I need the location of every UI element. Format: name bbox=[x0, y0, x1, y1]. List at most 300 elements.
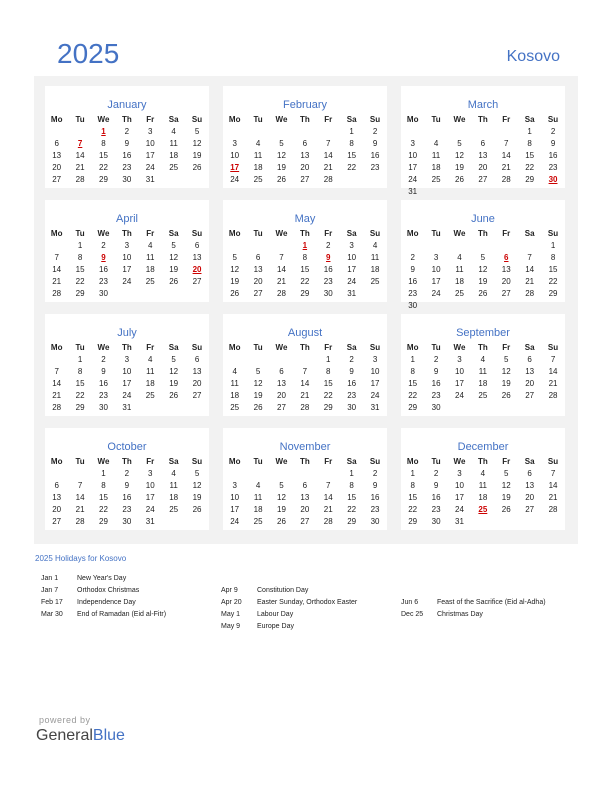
weekday-label: Mo bbox=[406, 343, 419, 352]
month-title: March bbox=[467, 99, 499, 111]
day-cell: 16 bbox=[99, 265, 108, 274]
day-cell: 3 bbox=[232, 139, 237, 148]
day-cell: 4 bbox=[255, 481, 261, 490]
day-cell: 4 bbox=[171, 469, 176, 478]
day-cell: 2 bbox=[349, 355, 354, 364]
weekday-header bbox=[401, 114, 565, 126]
weekday-label: Su bbox=[547, 115, 559, 124]
day-cell: 26 bbox=[169, 277, 179, 286]
week-row bbox=[401, 516, 565, 528]
day-cell: 20 bbox=[52, 163, 62, 172]
weekday-label: We bbox=[453, 343, 466, 352]
day-cell: 30 bbox=[408, 301, 418, 310]
day-cell: 13 bbox=[300, 151, 310, 160]
month-july bbox=[45, 314, 209, 416]
week-row bbox=[223, 138, 387, 150]
day-cell bbox=[363, 288, 386, 300]
day-cell: 7 bbox=[77, 481, 83, 490]
day-cell: 19 bbox=[277, 505, 286, 514]
day-cell: 14 bbox=[52, 379, 62, 388]
day-cell: 9 bbox=[124, 139, 130, 148]
weekday-label: Mo bbox=[406, 115, 419, 124]
day-cell: 3 bbox=[410, 139, 415, 148]
weekday-label: Th bbox=[299, 343, 310, 352]
day-cell: 31 bbox=[145, 175, 155, 184]
day-cell: 18 bbox=[253, 505, 263, 514]
week-row bbox=[401, 162, 565, 174]
month-april bbox=[45, 200, 209, 302]
day-cell: 18 bbox=[478, 379, 488, 388]
weekday-label: Su bbox=[369, 115, 381, 124]
day-cell: 5 bbox=[480, 253, 486, 262]
day-cell: 2 bbox=[433, 469, 439, 478]
day-cell: 26 bbox=[501, 391, 511, 400]
day-cell: 16 bbox=[323, 265, 333, 274]
day-cell: 18 bbox=[253, 163, 263, 172]
holiday-name: Europe Day bbox=[257, 623, 294, 630]
day-cell bbox=[518, 516, 541, 528]
day-cell: 19 bbox=[478, 277, 488, 286]
day-cell: 27 bbox=[300, 175, 310, 184]
holiday-day: 17 bbox=[230, 163, 240, 172]
day-cell: 12 bbox=[277, 151, 286, 160]
day-cell: 10 bbox=[431, 265, 441, 274]
day-cell: 28 bbox=[52, 403, 62, 412]
week-row bbox=[223, 366, 387, 378]
day-cell: 21 bbox=[52, 277, 62, 286]
day-cell: 22 bbox=[99, 505, 108, 514]
day-cell: 17 bbox=[455, 379, 464, 388]
month-title: August bbox=[287, 327, 323, 339]
day-cell: 15 bbox=[408, 493, 418, 502]
day-cell: 24 bbox=[455, 391, 464, 400]
day-cell: 6 bbox=[194, 355, 200, 364]
day-cell: 12 bbox=[169, 367, 179, 376]
holiday-entry bbox=[41, 611, 166, 618]
day-cell bbox=[518, 402, 541, 414]
weekday-label: Fr bbox=[502, 115, 511, 124]
day-cell: 8 bbox=[410, 481, 415, 490]
weekday-label: Tu bbox=[253, 343, 263, 352]
day-cell: 21 bbox=[300, 391, 310, 400]
day-cell bbox=[115, 288, 138, 300]
day-cell: 12 bbox=[455, 151, 464, 160]
day-cell: 12 bbox=[192, 139, 202, 148]
weekday-header bbox=[223, 342, 387, 354]
day-cell: 13 bbox=[52, 493, 62, 502]
day-cell bbox=[270, 468, 293, 480]
day-cell: 18 bbox=[145, 265, 155, 274]
day-cell: 3 bbox=[124, 241, 130, 250]
day-cell: 2 bbox=[101, 241, 106, 250]
day-cell: 14 bbox=[323, 493, 333, 502]
day-cell: 1 bbox=[550, 241, 556, 250]
holiday-name: End of Ramadan (Eid al-Fitr) bbox=[77, 611, 167, 618]
weekday-label: Sa bbox=[524, 343, 535, 352]
day-cell bbox=[185, 402, 208, 414]
day-cell: 13 bbox=[478, 151, 488, 160]
week-row bbox=[45, 150, 209, 162]
day-cell: 23 bbox=[370, 163, 380, 172]
day-cell: 14 bbox=[501, 151, 511, 160]
day-cell: 24 bbox=[431, 289, 441, 298]
day-cell: 1 bbox=[410, 469, 415, 478]
holiday-name: Constitution Day bbox=[257, 587, 309, 594]
day-cell bbox=[471, 126, 494, 138]
week-row bbox=[401, 252, 565, 264]
day-cell: 25 bbox=[253, 517, 263, 526]
weekday-label: Su bbox=[547, 229, 559, 238]
weekday-label: Mo bbox=[50, 457, 63, 466]
day-cell: 27 bbox=[478, 175, 488, 184]
day-cell: 14 bbox=[75, 493, 85, 502]
day-cell: 31 bbox=[347, 289, 357, 298]
weekday-label: Su bbox=[191, 229, 203, 238]
weekday-label: Fr bbox=[324, 229, 333, 238]
weekday-label: Tu bbox=[431, 343, 441, 352]
day-cell bbox=[424, 186, 447, 198]
month-december bbox=[401, 428, 565, 530]
holiday-date: Apr 9 bbox=[221, 587, 238, 594]
day-cell: 20 bbox=[300, 505, 310, 514]
day-cell: 25 bbox=[169, 163, 179, 172]
day-cell: 18 bbox=[145, 379, 155, 388]
weekday-label: Su bbox=[369, 457, 381, 466]
weekday-header bbox=[45, 228, 209, 240]
holiday-day: 30 bbox=[548, 175, 558, 184]
day-cell: 2 bbox=[550, 127, 556, 136]
week-row bbox=[401, 186, 565, 198]
weekday-label: Th bbox=[477, 343, 488, 352]
day-cell: 5 bbox=[255, 367, 261, 376]
weekday-label: Su bbox=[191, 343, 203, 352]
day-cell: 2 bbox=[372, 469, 378, 478]
weekday-label: Mo bbox=[228, 115, 241, 124]
day-cell: 29 bbox=[347, 517, 357, 526]
day-cell: 3 bbox=[124, 355, 130, 364]
day-cell bbox=[246, 354, 269, 366]
month-title: February bbox=[282, 99, 328, 111]
day-cell bbox=[185, 516, 208, 528]
day-cell: 16 bbox=[347, 379, 357, 388]
day-cell: 2 bbox=[372, 127, 378, 136]
weekday-label: Th bbox=[121, 343, 132, 352]
day-cell: 15 bbox=[99, 151, 108, 160]
week-row bbox=[401, 126, 565, 138]
week-row bbox=[401, 354, 565, 366]
weekday-label: Sa bbox=[346, 229, 357, 238]
holiday-date: Feb 17 bbox=[41, 599, 63, 606]
day-cell: 10 bbox=[370, 367, 380, 376]
month-october bbox=[45, 428, 209, 530]
day-cell: 17 bbox=[145, 493, 155, 502]
weekday-label: Th bbox=[477, 229, 488, 238]
day-cell: 7 bbox=[54, 253, 59, 262]
day-cell: 13 bbox=[300, 493, 310, 502]
day-cell: 28 bbox=[323, 517, 333, 526]
holiday-entry bbox=[401, 611, 483, 618]
week-row bbox=[223, 390, 387, 402]
day-cell: 13 bbox=[525, 367, 535, 376]
holiday-date: May 1 bbox=[221, 611, 241, 618]
holiday-day: 6 bbox=[504, 253, 509, 262]
day-cell bbox=[448, 240, 471, 252]
day-cell: 30 bbox=[323, 289, 333, 298]
week-row bbox=[223, 468, 387, 480]
week-row bbox=[401, 468, 565, 480]
week-row bbox=[401, 480, 565, 492]
day-cell: 10 bbox=[230, 493, 240, 502]
weekday-label: Sa bbox=[346, 457, 357, 466]
day-cell: 1 bbox=[349, 469, 354, 478]
day-cell: 12 bbox=[501, 367, 511, 376]
day-cell: 21 bbox=[323, 163, 333, 172]
day-cell: 17 bbox=[370, 379, 380, 388]
day-cell: 27 bbox=[192, 277, 202, 286]
week-row bbox=[401, 366, 565, 378]
day-cell: 11 bbox=[146, 253, 155, 262]
day-cell bbox=[471, 300, 494, 312]
day-cell: 18 bbox=[370, 265, 380, 274]
month-title: October bbox=[107, 441, 147, 453]
day-cell bbox=[471, 240, 494, 252]
week-row bbox=[401, 504, 565, 516]
month-june bbox=[401, 200, 565, 310]
day-cell: 22 bbox=[323, 391, 333, 400]
weekday-header bbox=[223, 456, 387, 468]
day-cell: 12 bbox=[192, 481, 202, 490]
weekday-label: Th bbox=[477, 115, 488, 124]
day-cell: 18 bbox=[455, 277, 464, 286]
day-cell bbox=[139, 402, 162, 414]
weekday-header bbox=[45, 456, 209, 468]
day-cell: 28 bbox=[300, 403, 310, 412]
day-cell: 30 bbox=[431, 517, 441, 526]
day-cell: 27 bbox=[501, 289, 511, 298]
day-cell bbox=[541, 186, 564, 198]
day-cell: 7 bbox=[279, 253, 284, 262]
week-row bbox=[45, 126, 209, 138]
day-cell: 8 bbox=[101, 139, 106, 148]
month-title: April bbox=[115, 213, 138, 225]
day-cell: 30 bbox=[370, 517, 380, 526]
holiday-name: Orthodox Christmas bbox=[77, 587, 140, 594]
day-cell: 19 bbox=[455, 163, 464, 172]
day-cell: 5 bbox=[171, 355, 176, 364]
day-cell: 17 bbox=[408, 163, 418, 172]
day-cell bbox=[246, 240, 269, 252]
holiday-day: 9 bbox=[326, 253, 331, 262]
day-cell bbox=[223, 354, 246, 366]
day-cell: 22 bbox=[408, 505, 418, 514]
day-cell: 11 bbox=[478, 481, 488, 490]
month-title: September bbox=[456, 327, 510, 339]
day-cell: 15 bbox=[75, 379, 85, 388]
weekday-label: Tu bbox=[431, 229, 441, 238]
day-cell: 13 bbox=[253, 265, 263, 274]
day-cell: 20 bbox=[525, 379, 535, 388]
day-cell: 8 bbox=[410, 367, 415, 376]
day-cell: 30 bbox=[347, 403, 357, 412]
day-cell: 18 bbox=[431, 163, 441, 172]
day-cell: 11 bbox=[146, 367, 155, 376]
day-cell bbox=[223, 468, 246, 480]
day-cell bbox=[541, 300, 564, 312]
day-cell: 25 bbox=[455, 289, 464, 298]
day-cell: 4 bbox=[457, 253, 462, 262]
day-cell: 8 bbox=[349, 481, 354, 490]
week-row bbox=[223, 252, 387, 264]
weekday-label: Sa bbox=[524, 457, 535, 466]
day-cell: 2 bbox=[124, 127, 130, 136]
weekday-label: Th bbox=[477, 457, 488, 466]
day-cell: 14 bbox=[323, 151, 333, 160]
week-row bbox=[223, 378, 387, 390]
weekday-label: Sa bbox=[168, 343, 179, 352]
day-cell: 26 bbox=[192, 505, 202, 514]
day-cell: 16 bbox=[370, 493, 380, 502]
day-cell: 10 bbox=[230, 151, 240, 160]
week-row bbox=[223, 240, 387, 252]
day-cell: 4 bbox=[372, 241, 378, 250]
day-cell: 22 bbox=[347, 505, 357, 514]
day-cell: 11 bbox=[370, 253, 380, 262]
day-cell: 23 bbox=[408, 289, 418, 298]
day-cell: 6 bbox=[480, 139, 486, 148]
day-cell bbox=[185, 174, 208, 186]
day-cell: 23 bbox=[99, 391, 108, 400]
day-cell: 24 bbox=[145, 163, 155, 172]
day-cell: 9 bbox=[372, 139, 378, 148]
calendar-grid bbox=[34, 76, 578, 544]
week-row bbox=[223, 276, 387, 288]
day-cell: 4 bbox=[232, 367, 237, 376]
month-title: December bbox=[457, 441, 509, 453]
week-row bbox=[223, 354, 387, 366]
holiday-entry bbox=[221, 599, 357, 606]
day-cell: 12 bbox=[277, 493, 286, 502]
month-november bbox=[223, 428, 387, 530]
holiday-name: Independence Day bbox=[77, 599, 136, 606]
day-cell: 21 bbox=[52, 391, 62, 400]
weekday-label: Th bbox=[299, 229, 310, 238]
day-cell: 15 bbox=[525, 151, 535, 160]
weekday-label: We bbox=[275, 229, 288, 238]
day-cell: 20 bbox=[300, 163, 310, 172]
day-cell: 2 bbox=[410, 253, 415, 262]
day-cell bbox=[401, 126, 424, 138]
month-august bbox=[223, 314, 387, 416]
day-cell: 17 bbox=[122, 265, 132, 274]
day-cell: 23 bbox=[99, 277, 108, 286]
day-cell: 26 bbox=[455, 175, 464, 184]
day-cell: 6 bbox=[302, 481, 308, 490]
day-cell bbox=[448, 186, 471, 198]
day-cell: 29 bbox=[99, 175, 108, 184]
day-cell bbox=[162, 288, 185, 300]
day-cell bbox=[495, 300, 518, 312]
weekday-label: Tu bbox=[253, 457, 263, 466]
day-cell: 11 bbox=[230, 379, 239, 388]
holiday-date: Jan 1 bbox=[41, 575, 59, 582]
day-cell: 3 bbox=[349, 241, 354, 250]
day-cell bbox=[223, 240, 246, 252]
day-cell: 17 bbox=[145, 151, 155, 160]
week-row bbox=[223, 162, 387, 174]
holiday-day: 7 bbox=[77, 139, 83, 148]
day-cell: 2 bbox=[326, 241, 331, 250]
day-cell: 28 bbox=[52, 289, 62, 298]
weekday-label: Mo bbox=[50, 343, 63, 352]
day-cell: 25 bbox=[145, 391, 155, 400]
day-cell: 1 bbox=[77, 355, 83, 364]
day-cell: 22 bbox=[300, 277, 310, 286]
day-cell bbox=[270, 240, 293, 252]
weekday-label: Tu bbox=[75, 457, 85, 466]
day-cell: 3 bbox=[433, 253, 439, 262]
day-cell: 31 bbox=[455, 517, 464, 526]
day-cell: 13 bbox=[52, 151, 62, 160]
month-march bbox=[401, 86, 565, 196]
day-cell: 21 bbox=[525, 277, 535, 286]
day-cell: 5 bbox=[194, 127, 200, 136]
day-cell bbox=[317, 468, 340, 480]
month-title: January bbox=[107, 99, 147, 111]
day-cell: 7 bbox=[326, 481, 331, 490]
day-cell: 8 bbox=[550, 253, 556, 262]
day-cell: 21 bbox=[548, 493, 558, 502]
week-row bbox=[223, 150, 387, 162]
day-cell bbox=[495, 516, 518, 528]
day-cell: 24 bbox=[347, 277, 357, 286]
day-cell bbox=[162, 516, 185, 528]
day-cell: 3 bbox=[148, 469, 153, 478]
weekday-label: Fr bbox=[146, 115, 155, 124]
day-cell: 9 bbox=[349, 367, 354, 376]
day-cell: 12 bbox=[253, 379, 263, 388]
weekday-label: Su bbox=[369, 229, 381, 238]
day-cell: 26 bbox=[253, 403, 263, 412]
day-cell: 1 bbox=[101, 469, 106, 478]
weekday-label: Fr bbox=[502, 343, 511, 352]
day-cell: 21 bbox=[501, 163, 511, 172]
day-cell: 25 bbox=[253, 175, 263, 184]
day-cell: 28 bbox=[501, 175, 511, 184]
weekday-label: Sa bbox=[524, 115, 535, 124]
day-cell: 29 bbox=[323, 403, 333, 412]
day-cell: 25 bbox=[145, 277, 155, 286]
day-cell: 31 bbox=[145, 517, 155, 526]
day-cell bbox=[293, 126, 316, 138]
day-cell: 26 bbox=[169, 391, 179, 400]
day-cell: 10 bbox=[347, 253, 357, 262]
day-cell: 16 bbox=[548, 151, 558, 160]
day-cell: 8 bbox=[302, 253, 308, 262]
day-cell: 23 bbox=[548, 163, 558, 172]
day-cell: 7 bbox=[504, 139, 509, 148]
holiday-entry bbox=[41, 587, 139, 594]
day-cell: 16 bbox=[408, 277, 418, 286]
day-cell: 10 bbox=[145, 139, 155, 148]
weekday-label: Fr bbox=[324, 115, 333, 124]
week-row bbox=[45, 516, 209, 528]
day-cell: 28 bbox=[75, 175, 85, 184]
holiday-date: May 9 bbox=[221, 623, 241, 630]
day-cell bbox=[270, 126, 293, 138]
day-cell bbox=[162, 174, 185, 186]
day-cell bbox=[340, 174, 363, 186]
day-cell: 11 bbox=[169, 139, 178, 148]
